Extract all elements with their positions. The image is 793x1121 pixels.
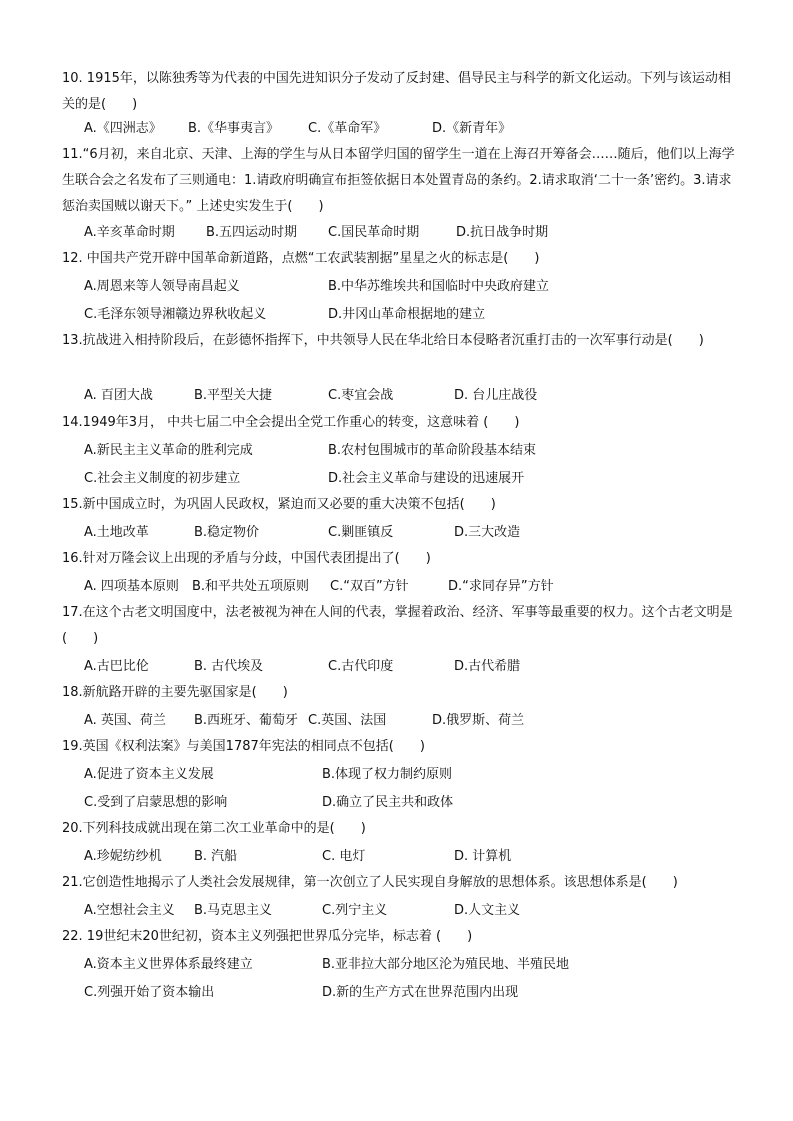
question-16-stem: 16.针对万隆会议上出现的矛盾与分歧，中国代表团提出了( ) [62,551,431,566]
option-d[interactable]: D.俄罗斯、荷兰 [432,713,525,728]
option-d[interactable]: D.人文主义 [454,903,521,918]
question-15-stem: 15.新中国成立时，为巩固人民政权，紧迫而又必要的重大决策不包括( ) [62,497,496,512]
option-b[interactable]: B.平型关大捷 [194,388,273,403]
option-c[interactable]: C.剿匪镇反 [328,525,394,540]
option-c[interactable]: C.社会主义制度的初步建立 [84,471,241,486]
option-c[interactable]: C.枣宜会战 [328,388,394,403]
option-b[interactable]: B.马克思主义 [194,903,273,918]
option-a[interactable]: A.珍妮纺纱机 [84,849,162,864]
option-b[interactable]: B.亚非拉大部分地区沦为殖民地、半殖民地 [322,957,570,972]
option-c[interactable]: C.《革命军》 [308,121,387,136]
option-a[interactable]: A. 百团大战 [84,388,153,403]
option-a[interactable]: A. 英国、荷兰 [84,713,166,728]
option-a[interactable]: A. 四项基本原则 [84,579,179,594]
option-a[interactable]: A.古巴比伦 [84,659,149,674]
option-a[interactable]: A.土地改革 [84,525,149,540]
option-a[interactable]: A.空想社会主义 [84,903,175,918]
option-b[interactable]: B.中华苏维埃共和国临时中央政府建立 [328,279,550,294]
option-d[interactable]: D. 台儿庄战役 [454,388,538,403]
option-d[interactable]: D.“求同存异”方针 [448,579,554,594]
option-b[interactable]: B. 汽船 [194,849,238,864]
option-c[interactable]: C.古代印度 [328,659,394,674]
option-b[interactable]: B.农村包围城市的革命阶段基本结束 [328,443,537,458]
question-14-stem: 14.1949年3月， 中共七届二中全会提出全党工作重心的转变，这意味着 ( ) [62,415,520,430]
option-c[interactable]: C.毛泽东领导湘赣边界秋收起义 [84,307,267,322]
option-d[interactable]: D.社会主义革命与建设的迅速展开 [328,471,525,486]
question-17-stem: 17.在这个古老文明国度中，法老被视为神在人间的代表，掌握着政治、经济、军事等最重要的权力。这个古老文明是( ) [62,605,733,646]
option-a[interactable]: A.新民主主义革命的胜利完成 [84,443,253,458]
question-18-stem: 18.新航路开辟的主要先驱国家是( ) [62,685,288,700]
option-b[interactable]: B.体现了权力制约原则 [322,767,453,782]
option-a[interactable]: A.《四洲志》 [84,121,162,136]
option-a[interactable]: A.周恩来等人领导南昌起义 [84,279,240,294]
option-a[interactable]: A.资本主义世界体系最终建立 [84,957,253,972]
option-d[interactable]: D.古代希腊 [454,659,521,674]
question-12-stem: 12. 中国共产党开辟中国革命新道路，点燃“工农武装割据”星星之火的标志是( ) [62,251,540,266]
option-c[interactable]: C.列宁主义 [322,903,388,918]
question-19-stem: 19.英国《权利法案》与美国1787年宪法的相同点不包括( ) [62,739,425,754]
option-d[interactable]: D.《新青年》 [432,121,512,136]
option-c[interactable]: C.“双百”方针 [330,579,409,594]
option-b[interactable]: B.稳定物价 [194,525,260,540]
question-22-stem: 22. 19世纪末20世纪初，资本主义列强把世界瓜分完毕，标志着 ( ) [62,929,473,944]
question-10-stem: 10. 1915年，以陈独秀等为代表的中国先进知识分子发动了反封建、倡导民主与科学的新文化运动。下列与该运动相关的是( ) [62,71,731,112]
option-d[interactable]: D. 计算机 [454,849,512,864]
option-d[interactable]: D.新的生产方式在世界范围内出现 [322,985,519,1000]
option-b[interactable]: B.五四运动时期 [206,225,298,240]
option-d[interactable]: D.抗日战争时期 [456,225,549,240]
option-b[interactable]: B.和平共处五项原则 [192,579,310,594]
option-b[interactable]: B. 古代埃及 [194,659,264,674]
option-d[interactable]: D.三大改造 [454,525,521,540]
option-d[interactable]: D.井冈山革命根据地的建立 [328,307,486,322]
option-a[interactable]: A.辛亥革命时期 [84,225,175,240]
option-c[interactable]: C.英国、法国 [308,713,387,728]
option-a[interactable]: A.促进了资本主义发展 [84,767,214,782]
option-c[interactable]: C. 电灯 [322,849,366,864]
question-11-stem: 11.“6月初，来自北京、天津、上海的学生与从日本留学归国的留学生一道在上海召开筹备会……随后，他们以上海学生联合会之名发布了三则通电：1.请政府明确宣布拒签依据日本处置青岛的条约。2.请求取消‘二十一条’密约。3.请求惩治卖国贼以谢天下。” 上述史实发生于( ) [62,147,735,214]
question-21-stem: 21.它创造性地揭示了人类社会发展规律，第一次创立了人民实现自身解放的思想体系。该思想体系是( ) [62,875,678,890]
option-d[interactable]: D.确立了民主共和政体 [322,795,454,810]
option-c[interactable]: C.受到了启蒙思想的影响 [84,795,228,810]
option-c[interactable]: C.国民革命时期 [328,225,420,240]
option-b[interactable]: B.西班牙、葡萄牙 [194,713,299,728]
option-b[interactable]: B.《华事夷言》 [188,121,280,136]
option-c[interactable]: C.列强开始了资本输出 [84,985,215,1000]
question-13-stem: 13.抗战进入相持阶段后，在彭德怀指挥下，中共领导人民在华北给日本侵略者沉重打击的一次军事行动是( ) [62,333,704,348]
question-20-stem: 20.下列科技成就出现在第二次工业革命中的是( ) [62,821,366,836]
